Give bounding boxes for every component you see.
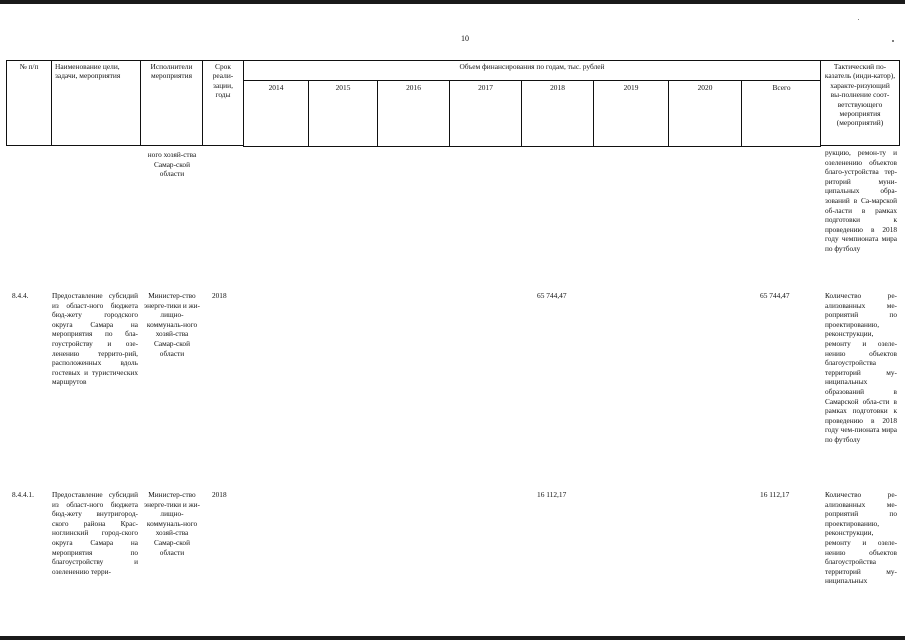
row-number: 8.4.4.1.: [12, 490, 34, 499]
header-col-executor: Исполнители мероприятия: [140, 60, 203, 146]
scan-speck: [892, 40, 894, 42]
header-col-number: № п/п: [6, 60, 52, 146]
row-term: 2018: [212, 291, 227, 300]
row-term: 2018: [212, 490, 227, 499]
header-year-2019: 2019: [593, 80, 668, 146]
row-indicator: Количество ре-ализованных ме-роприятий по проектированию, реконструкции, ремонту и озеле-нению объектов благоустройства территорий му-ниципальных: [825, 490, 897, 586]
row-number: 8.4.4.: [12, 291, 29, 300]
row-indicator: Количество ре-ализованных ме-роприятий по проектированию, реконструкции, ремонту и озеле-нению объектов благоустройства территорий му-ниципальных образований в Самарской обла-сти в рамках подготовки к проведению в 2018 году чем-пионата мира по футболу: [825, 291, 897, 444]
row-value-2018: 16 112,17: [537, 490, 567, 499]
row-value-2018: 65 744,47: [537, 291, 567, 300]
continuation-executor: ного хозяй-ства Самар-ской области: [147, 150, 197, 179]
scan-bottom-edge: [0, 636, 905, 640]
page-number: 10: [461, 34, 469, 43]
header-year-2017: 2017: [449, 80, 521, 146]
header-year-total: Всего: [741, 80, 821, 146]
header-year-2018: 2018: [521, 80, 593, 146]
row-total: 65 744,47: [760, 291, 790, 300]
row-executor: Министер-ство энерге-тики и жи-лищно-коммуналь-ного хозяй-ства Самар-ской области: [144, 490, 200, 557]
row-total: 16 112,17: [760, 490, 790, 499]
header-year-2016: 2016: [377, 80, 449, 146]
continuation-indicator: рукцию, ремон-ту и озеленению объектов благо-устройства тер-риторий муни-ципальных обра-зований в Са-марской об-ласти в рамках подготовки к проведению в 2018 году чемпионата мира по футболу: [825, 148, 897, 253]
scan-speck: [858, 19, 859, 20]
scan-top-edge: [0, 0, 905, 4]
row-name: Предоставление субсидий из област-ного бюджета бюд-жету внутригород-ского района Крас-ноглинский город-ского округа Самара на мероприятия по благоустройству и озеленению терри-: [52, 490, 138, 576]
header-col-name: Наименование цели, задачи, мероприятия: [51, 60, 141, 146]
row-name: Предоставление субсидий из област-ного бюджета бюд-жету городского округа Самара на мероприятия по бла-гоустройству и озе-ленению террито-рий, расположенных вдоль гостевых и туристических маршрутов: [52, 291, 138, 387]
row-executor: Министер-ство энерге-тики и жи-лищно-коммуналь-ного хозяй-ства Самар-ской области: [144, 291, 200, 358]
header-col-indicator: Тактический по-казатель (инди-катор), характе-ризующий вы-полнение соот-ветствующего мероприятия (мероприятий): [820, 60, 900, 146]
header-col-funding: Объем финансирования по годам, тыс. рублей: [243, 60, 821, 147]
header-year-2014: 2014: [243, 80, 308, 146]
header-year-2015: 2015: [308, 80, 377, 146]
header-col-term: Срок реали-зации, годы: [202, 60, 244, 146]
header-year-2020: 2020: [668, 80, 741, 146]
